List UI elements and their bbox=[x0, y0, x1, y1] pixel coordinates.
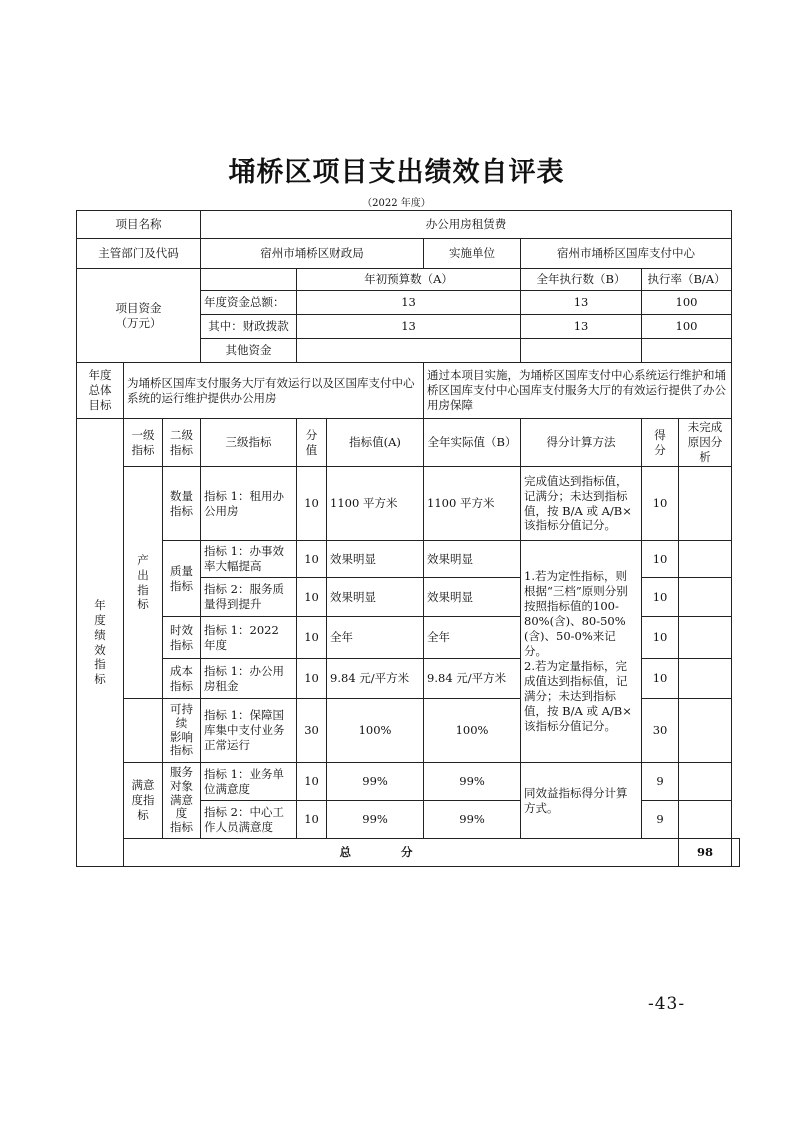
project-name-label: 项目名称 bbox=[77, 211, 201, 239]
cost-indicator-label: 成本 指标 bbox=[163, 659, 201, 699]
total-score: 98 bbox=[679, 839, 732, 867]
header-score: 得 分 bbox=[642, 419, 679, 467]
method-general: 1.若为定性指标，则根据“三档”原则分别按照指标值的100-80%(含)、80-50%(含)、50-0%来记分。 2.若为定量指标，完成值达到指标值，记满分；未达到指标值，按 B/A 或 A/B×该指标分值记分。 bbox=[521, 541, 642, 763]
header-actual: 全年实际值（B） bbox=[424, 419, 521, 467]
funds-col-actual: 全年执行数（B） bbox=[521, 269, 642, 291]
header-method: 得分计算方法 bbox=[521, 419, 642, 467]
indicator-weight: 10 bbox=[297, 763, 327, 801]
funds-row-total-budget: 13 bbox=[297, 291, 521, 315]
header-target: 指标值(A) bbox=[327, 419, 424, 467]
indicator-reason bbox=[679, 578, 732, 617]
document-title: 埇桥区项目支出绩效自评表 bbox=[228, 157, 565, 188]
indicator-weight: 10 bbox=[297, 659, 327, 699]
funds-row-total-rate: 100 bbox=[642, 291, 732, 315]
indicator-actual: 9.84 元/平方米 bbox=[424, 659, 521, 699]
indicator-reason bbox=[679, 763, 732, 801]
indicator-weight: 10 bbox=[297, 801, 327, 839]
indicator-score: 10 bbox=[642, 659, 679, 699]
total-label: 总分 bbox=[124, 839, 679, 867]
indicator-target: 9.84 元/平方米 bbox=[327, 659, 424, 699]
indicator-actual: 效果明显 bbox=[424, 578, 521, 617]
impl-unit-label: 实施单位 bbox=[424, 239, 521, 269]
page-number: -43- bbox=[648, 994, 686, 1014]
impl-unit-value: 宿州市埇桥区国库支付中心 bbox=[521, 239, 732, 269]
indicator-name: 指标 1：租用办公用房 bbox=[201, 467, 297, 541]
indicator-actual: 效果明显 bbox=[424, 541, 521, 578]
indicator-actual: 99% bbox=[424, 763, 521, 801]
indicator-weight: 10 bbox=[297, 617, 327, 659]
indicator-reason bbox=[679, 617, 732, 659]
indicator-score: 10 bbox=[642, 541, 679, 578]
funds-row-other-label: 其他资金 bbox=[201, 339, 297, 363]
satisfaction-indicator-label: 满意 度指 标 bbox=[124, 763, 163, 839]
indicator-name: 指标 1：保障国库集中支付业务正常运行 bbox=[201, 699, 297, 763]
method-satisfaction: 同效益指标得分计算方式。 bbox=[521, 763, 642, 839]
indicator-reason bbox=[679, 801, 732, 839]
indicator-target: 1100 平方米 bbox=[327, 467, 424, 541]
header-level1: 一级 指标 bbox=[124, 419, 163, 467]
funds-label: 项目资金 （万元） bbox=[77, 269, 201, 363]
indicator-weight: 10 bbox=[297, 467, 327, 541]
indicator-weight: 10 bbox=[297, 541, 327, 578]
year-note: （2022 年度） bbox=[362, 198, 431, 209]
quality-indicator-label: 质量 指标 bbox=[163, 541, 201, 617]
indicator-score: 10 bbox=[642, 578, 679, 617]
indicator-actual: 1100 平方米 bbox=[424, 467, 521, 541]
performance-table bbox=[76, 210, 740, 867]
funds-row-total-label: 年度资金总额： bbox=[201, 291, 297, 315]
method-quantity: 完成值达到指标值，记满分；未达到指标值，按 B/A 或 A/B×该指标分值记分。 bbox=[521, 467, 642, 541]
funds-row-other-budget bbox=[297, 339, 521, 363]
indicator-target: 效果明显 bbox=[327, 578, 424, 617]
indicator-weight: 10 bbox=[297, 578, 327, 617]
funds-row-fiscal-budget: 13 bbox=[297, 315, 521, 339]
indicator-name: 指标 1：业务单位满意度 bbox=[201, 763, 297, 801]
indicator-score: 9 bbox=[642, 801, 679, 839]
indicator-weight: 30 bbox=[297, 699, 327, 763]
total-reason-blank bbox=[732, 839, 740, 867]
project-name-value: 办公用房租赁费 bbox=[201, 211, 732, 239]
indicator-target: 100% bbox=[327, 699, 424, 763]
indicator-name: 指标 2：中心工作人员满意度 bbox=[201, 801, 297, 839]
header-level3: 三级指标 bbox=[201, 419, 297, 467]
indicator-score: 10 bbox=[642, 467, 679, 541]
funds-row-fiscal-label: 其中：财政拨款 bbox=[201, 315, 297, 339]
indicators-section-label: 年 度 绩 效 指 标 bbox=[77, 419, 124, 867]
funds-col-rate: 执行率（B/A） bbox=[642, 269, 732, 291]
service-satisfaction-label: 服务 对象 满意 度 指标 bbox=[163, 763, 201, 839]
quantity-indicator-label: 数量 指标 bbox=[163, 467, 201, 541]
output-indicator-label: 产 出 指 标 bbox=[124, 467, 163, 699]
indicator-score: 30 bbox=[642, 699, 679, 763]
funds-row-other-actual bbox=[521, 339, 642, 363]
funds-row-total-actual: 13 bbox=[521, 291, 642, 315]
effect-indicator-blank bbox=[124, 699, 163, 763]
funds-row-other-rate bbox=[642, 339, 732, 363]
timeliness-indicator-label: 时效 指标 bbox=[163, 617, 201, 659]
indicator-reason bbox=[679, 541, 732, 578]
sustain-indicator-label: 可持 续 影响 指标 bbox=[163, 699, 201, 763]
goals-label: 年度 总体 目标 bbox=[77, 363, 124, 419]
indicator-target: 效果明显 bbox=[327, 541, 424, 578]
indicator-target: 99% bbox=[327, 763, 424, 801]
funds-col-budget: 年初预算数（A） bbox=[297, 269, 521, 291]
indicator-score: 9 bbox=[642, 763, 679, 801]
indicator-name: 指标 2：服务质量得到提升 bbox=[201, 578, 297, 617]
indicator-reason bbox=[679, 467, 732, 541]
header-level2: 二级 指标 bbox=[163, 419, 201, 467]
indicator-name: 指标 1：2022 年度 bbox=[201, 617, 297, 659]
indicator-target: 全年 bbox=[327, 617, 424, 659]
indicator-name: 指标 1：办事效率大幅提高 bbox=[201, 541, 297, 578]
funds-row-fiscal-actual: 13 bbox=[521, 315, 642, 339]
header-weight: 分 值 bbox=[297, 419, 327, 467]
indicator-actual: 100% bbox=[424, 699, 521, 763]
indicator-actual: 全年 bbox=[424, 617, 521, 659]
goals-actual: 通过本项目实施，为埇桥区国库支付中心系统运行维护和埇桥区国库支付中心国库支付服务大厅的有效运行提供了办公用房保障 bbox=[424, 363, 732, 419]
funds-blank-cell bbox=[201, 269, 297, 291]
header-reason: 未完成 原因分 析 bbox=[679, 419, 732, 467]
indicator-reason bbox=[679, 659, 732, 699]
goals-planned: 为埇桥区国库支付服务大厅有效运行以及区国库支付中心系统的运行维护提供办公用房 bbox=[124, 363, 424, 419]
indicator-name: 指标 1：办公用房租金 bbox=[201, 659, 297, 699]
funds-row-fiscal-rate: 100 bbox=[642, 315, 732, 339]
indicator-score: 10 bbox=[642, 617, 679, 659]
dept-value: 宿州市埇桥区财政局 bbox=[201, 239, 424, 269]
indicator-actual: 99% bbox=[424, 801, 521, 839]
indicator-target: 99% bbox=[327, 801, 424, 839]
indicator-reason bbox=[679, 699, 732, 763]
dept-label: 主管部门及代码 bbox=[77, 239, 201, 269]
